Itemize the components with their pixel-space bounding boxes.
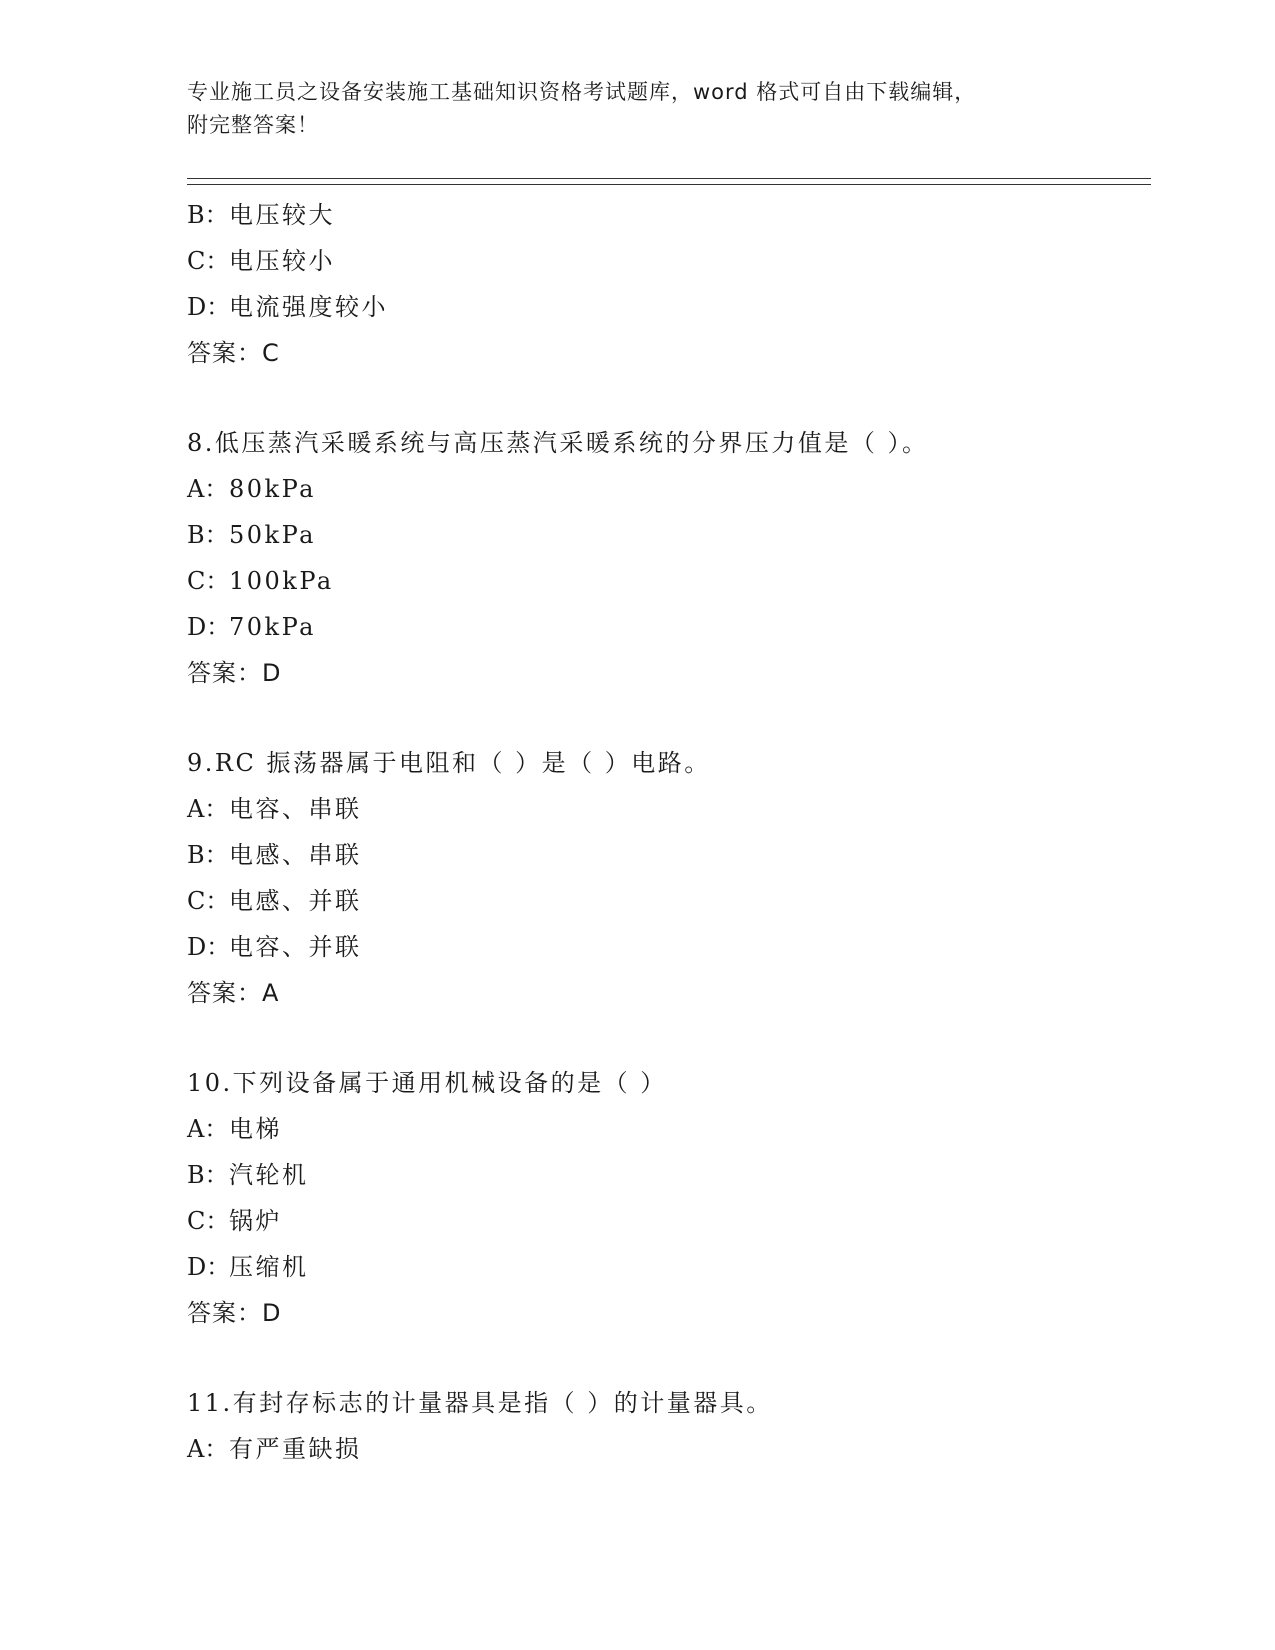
header-divider-top bbox=[187, 178, 1151, 179]
option-text: 电容、并联 bbox=[229, 933, 362, 961]
option-label: B： bbox=[187, 1161, 229, 1189]
option-row bbox=[187, 604, 1151, 650]
question-stem: 10.下列设备属于通用机械设备的是（ ） bbox=[187, 1069, 667, 1097]
option-label: A： bbox=[187, 1435, 229, 1463]
option-label: D： bbox=[187, 933, 231, 961]
option-text: 100kPa bbox=[229, 567, 334, 595]
option-row bbox=[187, 1426, 1151, 1472]
option-label: D： bbox=[187, 613, 231, 641]
option-text: 汽轮机 bbox=[229, 1161, 309, 1189]
option-text: 电容、串联 bbox=[229, 795, 362, 823]
question-stem: 11.有封存标志的计量器具是指（ ）的计量器具。 bbox=[187, 1389, 773, 1417]
question-stem: 9.RC 振荡器属于电阻和（ ）是（ ）电路。 bbox=[187, 749, 711, 777]
header-divider-bottom bbox=[187, 184, 1151, 185]
option-text: 电压较大 bbox=[229, 201, 335, 229]
option-label: B： bbox=[187, 841, 229, 869]
question-block-7-partial bbox=[187, 192, 1151, 376]
option-label: C： bbox=[187, 1207, 230, 1235]
option-row bbox=[187, 512, 1151, 558]
option-text: 电感、串联 bbox=[229, 841, 362, 869]
option-row bbox=[187, 1198, 1151, 1244]
option-row bbox=[187, 878, 1151, 924]
option-row bbox=[187, 832, 1151, 878]
question-block-11 bbox=[187, 1380, 1151, 1472]
option-label: A： bbox=[187, 475, 229, 503]
option-row bbox=[187, 1244, 1151, 1290]
option-text: 锅炉 bbox=[229, 1207, 282, 1235]
option-text: 70kPa bbox=[229, 613, 316, 641]
option-label: D： bbox=[187, 293, 231, 321]
option-text: 电梯 bbox=[229, 1115, 282, 1143]
question-block-10 bbox=[187, 1060, 1151, 1336]
question-stem: 8.低压蒸汽采暖系统与高压蒸汽采暖系统的分界压力值是（ ）。 bbox=[187, 429, 929, 457]
option-text: 50kPa bbox=[229, 521, 316, 549]
option-label: D： bbox=[187, 1253, 231, 1281]
document-header bbox=[187, 76, 1087, 142]
option-row bbox=[187, 466, 1151, 512]
option-row bbox=[187, 284, 1151, 330]
option-row bbox=[187, 1106, 1151, 1152]
option-text: 电压较小 bbox=[229, 247, 335, 275]
option-label: C： bbox=[187, 567, 230, 595]
option-row bbox=[187, 786, 1151, 832]
option-row bbox=[187, 238, 1151, 284]
option-text: 电流强度较小 bbox=[229, 293, 388, 321]
option-label: B： bbox=[187, 521, 229, 549]
option-label: B： bbox=[187, 201, 229, 229]
option-label: A： bbox=[187, 795, 229, 823]
option-text: 电感、并联 bbox=[229, 887, 362, 915]
answer-line: 答案：C bbox=[187, 339, 280, 367]
option-label: A： bbox=[187, 1115, 229, 1143]
question-block-8 bbox=[187, 420, 1151, 696]
option-label: C： bbox=[187, 887, 230, 915]
question-list bbox=[187, 192, 1151, 1472]
option-text: 有严重缺损 bbox=[229, 1435, 362, 1463]
header-line-2: 附完整答案！ bbox=[187, 113, 319, 137]
option-row bbox=[187, 1152, 1151, 1198]
header-line-1: 专业施工员之设备安装施工基础知识资格考试题库，word 格式可自由下载编辑， bbox=[187, 80, 977, 104]
option-row bbox=[187, 924, 1151, 970]
option-row bbox=[187, 192, 1151, 238]
answer-line: 答案：A bbox=[187, 979, 280, 1007]
answer-line: 答案：D bbox=[187, 659, 282, 687]
option-text: 压缩机 bbox=[229, 1253, 309, 1281]
answer-line: 答案：D bbox=[187, 1299, 282, 1327]
option-row bbox=[187, 558, 1151, 604]
question-block-9 bbox=[187, 740, 1151, 1016]
option-label: C： bbox=[187, 247, 230, 275]
option-text: 80kPa bbox=[229, 475, 316, 503]
